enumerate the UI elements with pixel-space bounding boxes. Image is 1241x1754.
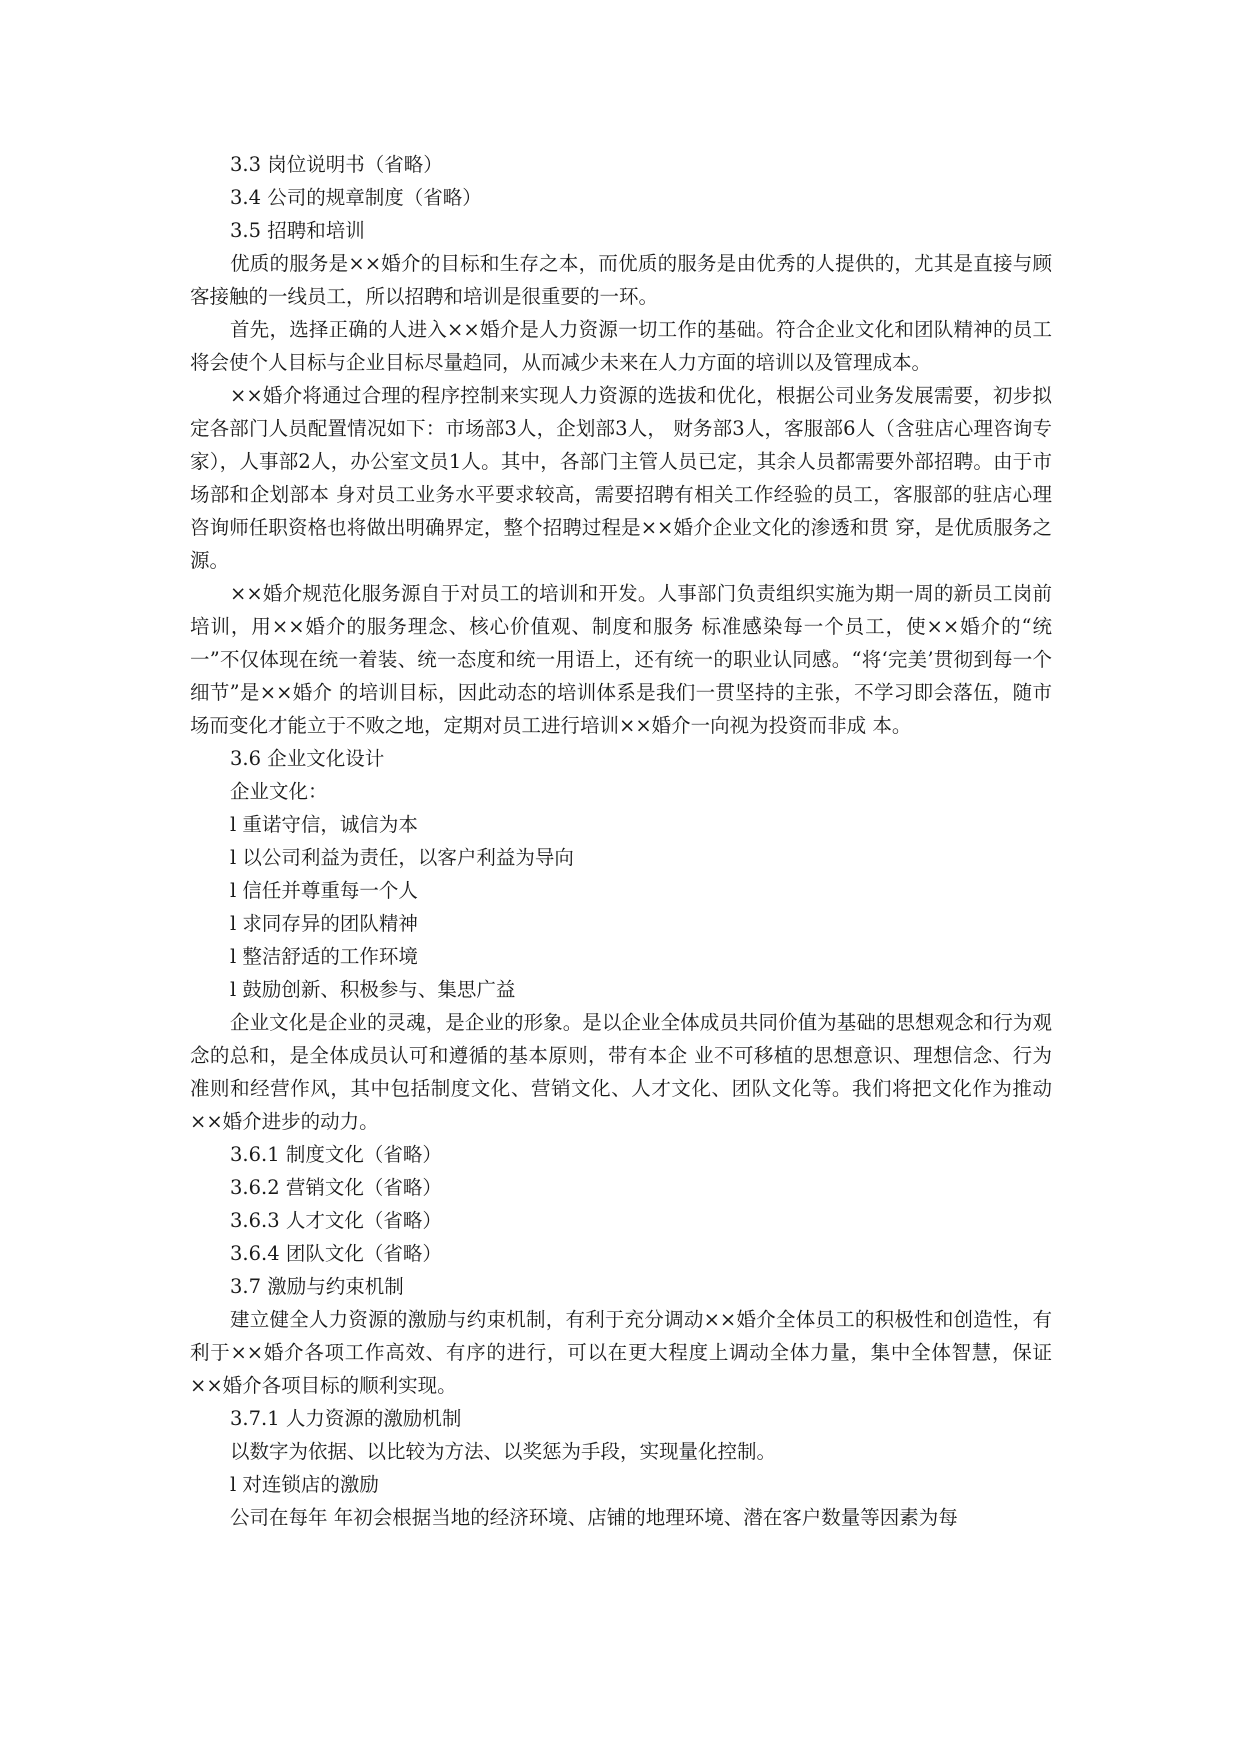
paragraph-training: ××婚介规范化服务源自于对员工的培训和开发。人事部门负责组织实施为期一周的新员工岗前培训，用××婚介的服务理念、核心价值观、制度和服务 标准感染每一个员工，使××婚介的“统一”不仅体现在统一着装、统一态度和统一用语上，还有统一的职业认同感。“将‘完美’贯彻到每一个细节”是××婚介 的培训目标，因此动态的培训体系是我们一贯坚持的主张，不学习即会落伍，随市场而变化才能立于不败之地，定期对员工进行培训××婚介一向视为投资而非成 本。 (190, 582, 1052, 737)
culture-item: l 整洁舒适的工作环境 (230, 945, 418, 968)
section-heading-3-5: 3.5 招聘和培训 (230, 219, 365, 242)
culture-item: l 以公司利益为责任，以客户利益为导向 (230, 846, 574, 869)
section-heading-3-3: 3.3 岗位说明书（省略） (230, 153, 443, 176)
culture-item: l 重诺守信，诚信为本 (230, 813, 418, 836)
culture-item: l 鼓励创新、积极参与、集思广益 (230, 978, 516, 1001)
section-heading-3-6-1: 3.6.1 制度文化（省略） (230, 1143, 442, 1166)
culture-item: l 信任并尊重每一个人 (230, 879, 418, 902)
culture-label: 企业文化： (230, 780, 328, 803)
paragraph-incentive-mechanism: 建立健全人力资源的激励与约束机制，有利于充分调动××婚介全体员工的积极性和创造性，有利于××婚介各项工作高效、有序的进行，可以在更大程度上调动全体力量，集中全体智慧，保证××婚介各项目标的顺利实现。 (190, 1308, 1052, 1397)
paragraph-culture-soul: 企业文化是企业的灵魂，是企业的形象。是以企业全体成员共同价值为基础的思想观念和行为观念的总和，是全体成员认可和遵循的基本原则，带有本企 业不可移植的思想意识、理想信念、行为准则和经营作风，其中包括制度文化、营销文化、人才文化、团队文化等。我们将把文化作为推动××婚介进步的动力。 (190, 1011, 1052, 1133)
section-heading-3-7: 3.7 激励与约束机制 (230, 1275, 404, 1298)
section-heading-3-6-4: 3.6.4 团队文化（省略） (230, 1242, 442, 1265)
list-item-chain-store: l 对连锁店的激励 (230, 1473, 379, 1496)
culture-item: l 求同存异的团队精神 (230, 912, 418, 935)
section-heading-3-6-3: 3.6.3 人才文化（省略） (230, 1209, 442, 1232)
paragraph-quantified-control: 以数字为依据、以比较为方法、以奖惩为手段，实现量化控制。 (230, 1440, 777, 1463)
paragraph-service-quality: 优质的服务是××婚介的目标和生存之本，而优质的服务是由优秀的人提供的，尤其是直接与顾客接触的一线员工，所以招聘和培训是很重要的一环。 (190, 252, 1052, 308)
section-heading-3-6-2: 3.6.2 营销文化（省略） (230, 1176, 442, 1199)
paragraph-selection: 首先，选择正确的人进入××婚介是人力资源一切工作的基础。符合企业文化和团队精神的员工将会使个人目标与企业目标尽量趋同，从而减少未来在人力方面的培训以及管理成本。 (190, 318, 1052, 374)
section-heading-3-6: 3.6 企业文化设计 (230, 747, 385, 770)
section-heading-3-7-1: 3.7.1 人力资源的激励机制 (230, 1407, 462, 1430)
paragraph-annual-target: 公司在每年 年初会根据当地的经济环境、店铺的地理环境、潜在客户数量等因素为每 (230, 1506, 958, 1529)
section-heading-3-4: 3.4 公司的规章制度（省略） (230, 186, 482, 209)
paragraph-staffing: ××婚介将通过合理的程序控制来实现人力资源的选拔和优化，根据公司业务发展需要，初步拟定各部门人员配置情况如下：市场部3人，企划部3人， 财务部3人，客服部6人（含驻店心理咨询专家），人事部2人，办公室文员1人。其中，各部门主管人员已定，其余人员都需要外部招聘。由于市场部和企划部本 身对员工业务水平要求较高，需要招聘有相关工作经验的员工，客服部的驻店心理咨询师任职资格也将做出明确界定，整个招聘过程是××婚介企业文化的渗透和贯 穿，是优质服务之源。 (190, 384, 1052, 572)
document-page (190, 148, 1052, 1534)
